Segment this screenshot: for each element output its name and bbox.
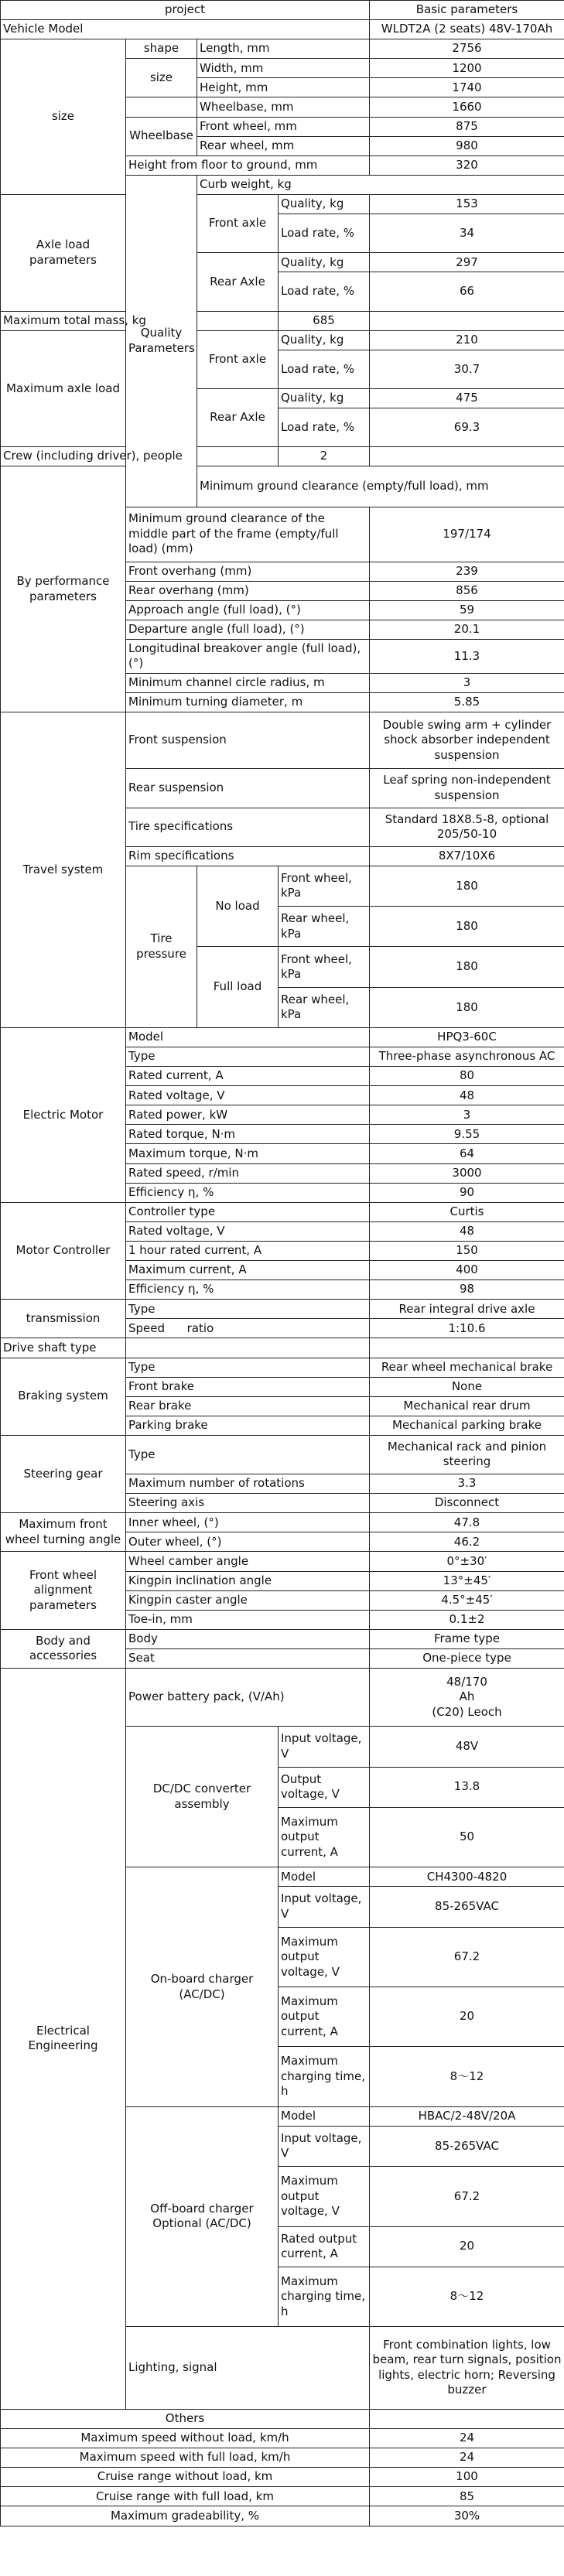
load-rate-label: Load rate, % [279,272,370,311]
others-item-value: 100 [370,2468,564,2487]
braking-label: Rear brake [126,1396,370,1416]
perf-value: 5.85 [370,693,564,712]
curb-weight-label: Curb weight, kg [197,175,564,194]
onboard-sub-label: Input voltage, V [279,1887,370,1927]
spec-row [1,194,564,214]
front-kpa-label: Front wheel, kPa [279,947,370,987]
alignment-label: Kingpin inclination angle [126,1571,370,1590]
ma-rear-rate-value: 69.3 [370,408,564,446]
speed-ratio-label: Speed ratio [126,1319,370,1338]
perf-value: 239 [370,562,564,581]
spec-row [1,1027,564,1047]
steering-type-value: Mechanical rack and pinion steering [370,1435,564,1474]
perf-label: Minimum channel circle radius, m [126,673,370,692]
spec-row [1,39,564,59]
length-value: 2756 [370,39,564,59]
braking-value: Mechanical parking brake [370,1416,564,1435]
fl-rear-value: 180 [370,987,564,1027]
group-braking: Braking system [1,1358,126,1435]
inner-wheel-value: 47.8 [370,1513,564,1532]
header-project: project [1,1,370,20]
body-label: Body [126,1629,370,1648]
motor-label: Efficiency η, % [126,1183,370,1202]
transmission-type-value: Rear integral drive axle [370,1300,564,1319]
length-label: Length, mm [197,39,370,59]
battery-label: Power battery pack, (V/Ah) [126,1669,370,1727]
onboard-sub-label: Maximum charging time, h [279,2047,370,2106]
motor-label: Rated speed, r/min [126,1163,370,1183]
al-front-quality-value: 153 [370,194,564,214]
offboard-charger-label: Off-board charger Optional (AC/DC) [126,2106,279,2326]
max-total-mass-label: Maximum total mass, kg [1,311,279,330]
motor-value: HPQ3-60C [370,1027,564,1047]
perf-label: Departure angle (full load), (°) [126,620,370,639]
perf-label: Minimum ground clearance of the middle part of the frame (empty/full load) (mm) [126,507,370,562]
motor-label: Rated voltage, V [126,1086,370,1105]
axle-load-rear-axle: Rear Axle [197,253,279,311]
quality-kg-label: Quality, kg [279,253,370,272]
axle-load-front-axle: Front axle [197,194,279,252]
perf-label: Minimum ground clearance (empty/full load), mm [197,466,564,507]
seat-label: Seat [126,1648,370,1668]
rotations-value: 3.3 [370,1474,564,1494]
controller-value: 48 [370,1221,564,1241]
spec-row [1,2487,564,2506]
nl-front-value: 180 [370,866,564,906]
motor-value: 48 [370,1086,564,1105]
offboard-value: 67.2 [370,2167,564,2226]
vehicle-model-label: Vehicle Model [1,20,370,39]
offboard-value: 20 [370,2226,564,2267]
spec-row [1,1552,564,1571]
offboard-sub-label: Model [279,2106,370,2126]
onboard-value: 85-265VAC [370,1887,564,1927]
others-item-value: 24 [370,2428,564,2448]
rear-kpa-label: Rear wheel, kPa [279,907,370,947]
alignment-value: 0°±30′ [370,1552,564,1571]
rear-suspension-label: Rear suspension [126,769,370,808]
controller-label: 1 hour rated current, A [126,1241,370,1260]
motor-label: Rated power, kW [126,1105,370,1125]
spec-row [1,2506,564,2526]
dcdc-value: 13.8 [370,1767,564,1807]
quality-kg-label: Quality, kg [279,388,370,408]
lighting-label: Lighting, signal [126,2327,370,2410]
floor-height-label: Height from floor to ground, mm [126,155,370,175]
spec-row [1,1629,564,1648]
front-kpa-label: Front wheel, kPa [279,866,370,906]
header-basic-parameters: Basic parameters [370,1,564,20]
crew-value: 2 [279,447,370,466]
offboard-value: 8～12 [370,2267,564,2326]
steering-type-label: Type [126,1435,370,1474]
group-electric-motor: Electric Motor [1,1027,126,1202]
offboard-sub-label: Maximum charging time, h [279,2267,370,2326]
others-item-label: Maximum speed without load, km/h [1,2428,370,2448]
onboard-sub-label: Maximum output current, A [279,1987,370,2047]
battery-value [370,1669,564,1727]
perf-label: Front overhang (mm) [126,562,370,581]
height-label: Height, mm [197,78,370,97]
motor-value: 80 [370,1067,564,1086]
inner-wheel-label: Inner wheel, (°) [126,1513,370,1532]
braking-label: Parking brake [126,1416,370,1435]
spec-row [1,2448,564,2468]
battery-value-line1: 48/170 [446,1674,487,1689]
motor-label: Rated current, A [126,1067,370,1086]
perf-value: 20.1 [370,620,564,639]
ma-rear-quality-value: 475 [370,388,564,408]
ma-front-quality-value: 210 [370,330,564,350]
motor-value: 3 [370,1105,564,1125]
max-axle-load-label: Maximum axle load [1,330,126,447]
perf-value: 11.3 [370,640,564,674]
width-label: Width, mm [197,59,370,78]
vehicle-model-value: WLDT2A (2 seats) 48V-170Ah [370,20,564,39]
offboard-value: 85-265VAC [370,2126,564,2166]
dcdc-value: 50 [370,1807,564,1867]
braking-value: Mechanical rear drum [370,1396,564,1416]
others-item-label: Maximum speed with full load, km/h [1,2448,370,2468]
alignment-label: Wheel camber angle [126,1552,370,1571]
onboard-value: 8～12 [370,2047,564,2106]
others-blank [370,2409,564,2428]
others-item-value: 24 [370,2448,564,2468]
alignment-value: 13°±45′ [370,1571,564,1590]
spec-row [1,1202,564,1221]
rim-spec-value: 8X7/10X6 [370,846,564,866]
drive-shaft-value [370,1338,564,1358]
front-suspension-label: Front suspension [126,712,370,769]
width-value: 1200 [370,59,564,78]
others-item-value: 85 [370,2487,564,2506]
wheelbase-label: Wheelbase, mm [197,97,370,117]
size-size-label: size [126,59,197,97]
alignment-value: 0.1±2 [370,1610,564,1629]
body-value: Frame type [370,1629,564,1648]
battery-value-line3: (C20) Leoch [432,1704,502,1719]
offboard-sub-label: Maximum output voltage, V [279,2167,370,2226]
spec-row [1,1435,564,1474]
motor-value: 3000 [370,1163,564,1183]
offboard-sub-label: Rated output current, A [279,2226,370,2267]
max-axle-rear-axle: Rear Axle [197,388,279,446]
spec-row [1,466,564,507]
spec-row [1,2428,564,2448]
perf-label: Longitudinal breakover angle (full load), (°) [126,640,370,674]
motor-label: Maximum torque, N·m [126,1144,370,1163]
perf-label: Approach angle (full load), (°) [126,600,370,620]
rear-wheel-label: Rear wheel, mm [197,136,370,155]
tire-spec-value: Standard 18X8.5-8, optional 205/50-10 [370,808,564,846]
tire-spec-label: Tire specifications [126,808,370,846]
ma-front-rate-value: 30.7 [370,350,564,388]
rear-suspension-value: Leaf spring non-independent suspension [370,769,564,808]
onboard-charger-label: On-board charger (AC/DC) [126,1867,279,2107]
rear-kpa-label: Rear wheel, kPa [279,987,370,1027]
battery-value-line2: Ah [459,1689,475,1704]
group-performance: By performance parameters [1,466,126,712]
group-body: Body and accessories [1,1629,126,1668]
front-wheel-value: 875 [370,117,564,136]
offboard-value: HBAC/2-48V/20A [370,2106,564,2126]
braking-value: Rear wheel mechanical brake [370,1358,564,1377]
others-item-label: Cruise range without load, km [1,2468,370,2487]
group-size: size [1,39,126,195]
group-steering: Steering gear [1,1435,126,1512]
quality-kg-label: Quality, kg [279,330,370,350]
spec-row [1,1513,564,1532]
tire-pressure-label: Tire pressure [126,866,197,1027]
perf-value: 856 [370,581,564,600]
rim-spec-label: Rim specifications [126,846,370,866]
others-item-value: 30% [370,2506,564,2526]
spec-row [1,1669,564,1727]
load-rate-label: Load rate, % [279,350,370,388]
group-motor-controller: Motor Controller [1,1202,126,1299]
size-shape-label: shape [126,39,197,59]
perf-value: 59 [370,600,564,620]
onboard-value: CH4300-4820 [370,1867,564,1887]
height-value: 1740 [370,78,564,97]
others-item-label: Cruise range with full load, km [1,2487,370,2506]
group-turning-angle: Maximum front wheel turning angle [1,1513,126,1552]
spec-row [1,447,564,466]
max-total-mass-value: 685 [279,311,370,330]
onboard-value: 20 [370,1987,564,2047]
nl-rear-value: 180 [370,907,564,947]
braking-label: Front brake [126,1377,370,1396]
others-item-label: Maximum gradeability, % [1,2506,370,2526]
no-load-label: No load [197,866,279,947]
transmission-type-label: Type [126,1300,370,1319]
controller-value: 400 [370,1261,564,1280]
seat-value: One-piece type [370,1648,564,1668]
alignment-label: Kingpin caster angle [126,1590,370,1610]
group-transmission: transmission [1,1300,126,1338]
spec-row [1,1300,564,1319]
front-suspension-value: Double swing arm + cylinder shock absorber independent suspension [370,712,564,769]
perf-value: 197/174 [370,507,564,562]
steering-axis-value: Disconnect [370,1494,564,1513]
wheelbase-blank [126,97,197,117]
dcdc-sub-label: Maximum output current, A [279,1807,370,1867]
controller-value: 98 [370,1280,564,1300]
rear-wheel-value: 980 [370,136,564,155]
rotations-label: Maximum number of rotations [126,1474,370,1494]
controller-label: Rated voltage, V [126,1221,370,1241]
vehicle-model-row [1,20,564,39]
load-rate-label: Load rate, % [279,214,370,253]
motor-label: Type [126,1047,370,1067]
crew-label: Crew (including driver), people [1,447,279,466]
alignment-value: 4.5°±45′ [370,1590,564,1610]
onboard-value: 67.2 [370,1927,564,1987]
perf-value: 3 [370,673,564,692]
braking-value: None [370,1377,564,1396]
motor-value: Three-phase asynchronous AC [370,1047,564,1067]
front-wheel-label: Front wheel, mm [197,117,370,136]
spec-row [1,1338,564,1358]
al-front-rate-value: 34 [370,214,564,253]
controller-value: 150 [370,1241,564,1260]
perf-label: Minimum turning diameter, m [126,693,370,712]
spec-row [1,311,564,330]
dcdc-value: 48V [370,1727,564,1767]
al-rear-rate-value: 66 [370,272,564,311]
steering-axis-label: Steering axis [126,1494,370,1513]
drive-shaft-label: Drive shaft type [1,1338,126,1358]
onboard-sub-label: Model [279,1867,370,1887]
alignment-label: Toe-in, mm [126,1610,370,1629]
dcdc-sub-label: Output voltage, V [279,1767,370,1807]
group-quality: Quality Parameters [126,175,197,507]
spec-row [1,330,564,350]
perf-label: Rear overhang (mm) [126,581,370,600]
spec-row [1,2468,564,2487]
group-electrical: Electrical Engineering [1,1669,126,2410]
group-travel: Travel system [1,712,126,1028]
outer-wheel-value: 46.2 [370,1532,564,1552]
drive-shaft-blank [126,1338,370,1358]
full-load-label: Full load [197,947,279,1028]
motor-label: Rated torque, N·m [126,1125,370,1144]
motor-value: 90 [370,1183,564,1202]
quality-kg-label: Quality, kg [279,194,370,214]
motor-value: 9.55 [370,1125,564,1144]
spec-row [1,1358,564,1377]
controller-label: Controller type [126,1202,370,1221]
controller-label: Maximum current, A [126,1261,370,1280]
controller-value: Curtis [370,1202,564,1221]
offboard-sub-label: Input voltage, V [279,2126,370,2166]
outer-wheel-label: Outer wheel, (°) [126,1532,370,1552]
header-row [1,1,564,20]
max-axle-front-axle: Front axle [197,330,279,388]
dcdc-sub-label: Input voltage, V [279,1727,370,1767]
controller-label: Efficiency η, % [126,1280,370,1300]
dcdc-label: DC/DC converter assembly [126,1727,279,1867]
spec-row [1,2409,564,2428]
onboard-sub-label: Maximum output voltage, V [279,1927,370,1987]
wheelbase-value: 1660 [370,97,564,117]
others-label: Others [1,2409,370,2428]
group-alignment: Front wheel alignment parameters [1,1552,126,1629]
motor-label: Model [126,1027,370,1047]
lighting-value: Front combination lights, low beam, rear turn signals, position lights, electric horn; Reversing buzzer [370,2327,564,2410]
speed-ratio-value: 1:10.6 [370,1319,564,1338]
load-rate-label: Load rate, % [279,408,370,446]
spec-row [1,712,564,769]
braking-label: Type [126,1358,370,1377]
floor-height-value: 320 [370,155,564,175]
axle-load-label: Axle load parameters [1,194,126,311]
wheelbase-group-label: Wheelbase [126,117,197,155]
motor-value: 64 [370,1144,564,1163]
fl-front-value: 180 [370,947,564,987]
al-rear-quality-value: 297 [370,253,564,272]
